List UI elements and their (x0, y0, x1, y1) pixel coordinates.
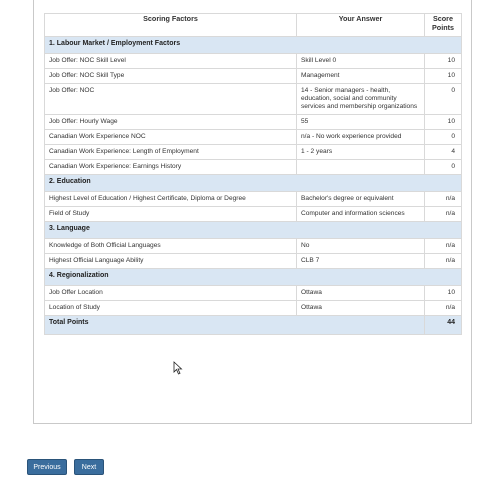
table-row (45, 207, 462, 222)
answer-cell: Ottawa (297, 286, 425, 301)
table-row (45, 145, 462, 160)
header-score-points: Score Points (425, 14, 462, 37)
answer-cell: Computer and information sciences (297, 207, 425, 222)
section-header-row (45, 222, 462, 239)
points-cell: n/a (425, 239, 462, 254)
factor-cell: Location of Study (45, 301, 297, 316)
section-header-row (45, 37, 462, 54)
answer-cell: Management (297, 69, 425, 84)
points-cell: 0 (425, 130, 462, 145)
header-your-answer: Your Answer (297, 14, 425, 37)
points-cell: 4 (425, 145, 462, 160)
section-header-row (45, 269, 462, 286)
answer-cell: No (297, 239, 425, 254)
points-cell: 0 (425, 84, 462, 115)
table-row (45, 286, 462, 301)
factor-cell: Job Offer: NOC (45, 84, 297, 115)
section-title: 2. Education (45, 175, 462, 192)
section-title: 4. Regionalization (45, 269, 462, 286)
header-scoring-factors: Scoring Factors (45, 14, 297, 37)
table-row (45, 301, 462, 316)
points-cell: n/a (425, 254, 462, 269)
points-cell: 0 (425, 160, 462, 175)
answer-cell: 55 (297, 115, 425, 130)
table-row (45, 160, 462, 175)
factor-cell: Highest Official Language Ability (45, 254, 297, 269)
points-cell: n/a (425, 192, 462, 207)
points-cell: 10 (425, 115, 462, 130)
factor-cell: Knowledge of Both Official Languages (45, 239, 297, 254)
total-points: 44 (425, 316, 462, 335)
factor-cell: Canadian Work Experience: Length of Employment (45, 145, 297, 160)
factor-cell: Job Offer: Hourly Wage (45, 115, 297, 130)
factor-cell: Job Offer: NOC Skill Type (45, 69, 297, 84)
section-title: 1. Labour Market / Employment Factors (45, 37, 462, 54)
score-table (44, 13, 462, 335)
factor-cell: Job Offer: NOC Skill Level (45, 54, 297, 69)
table-row (45, 84, 462, 115)
mouse-pointer-icon (173, 361, 183, 375)
table-row (45, 115, 462, 130)
answer-cell (297, 160, 425, 175)
answer-cell: 14 - Senior managers - health, education, social and community services and membership organizations (297, 84, 425, 115)
table-row (45, 69, 462, 84)
table-row (45, 254, 462, 269)
next-button[interactable]: Next (74, 459, 104, 475)
answer-cell: Bachelor's degree or equivalent (297, 192, 425, 207)
points-cell: n/a (425, 207, 462, 222)
table-row (45, 54, 462, 69)
answer-cell: Ottawa (297, 301, 425, 316)
factor-cell: Canadian Work Experience: Earnings History (45, 160, 297, 175)
answer-cell: CLB 7 (297, 254, 425, 269)
table-row (45, 192, 462, 207)
points-cell: n/a (425, 301, 462, 316)
factor-cell: Highest Level of Education / Highest Certificate, Diploma or Degree (45, 192, 297, 207)
answer-cell: Skill Level 0 (297, 54, 425, 69)
points-cell: 10 (425, 54, 462, 69)
total-label: Total Points (45, 316, 425, 335)
section-title: 3. Language (45, 222, 462, 239)
table-row (45, 239, 462, 254)
answer-cell: n/a - No work experience provided (297, 130, 425, 145)
points-cell: 10 (425, 69, 462, 84)
total-row (45, 316, 462, 335)
points-cell: 10 (425, 286, 462, 301)
factor-cell: Job Offer Location (45, 286, 297, 301)
answer-cell: 1 - 2 years (297, 145, 425, 160)
section-header-row (45, 175, 462, 192)
table-header-row (45, 14, 462, 37)
factor-cell: Canadian Work Experience NOC (45, 130, 297, 145)
factor-cell: Field of Study (45, 207, 297, 222)
score-summary-panel (33, 0, 472, 424)
table-row (45, 130, 462, 145)
previous-button[interactable]: Previous (27, 459, 67, 475)
